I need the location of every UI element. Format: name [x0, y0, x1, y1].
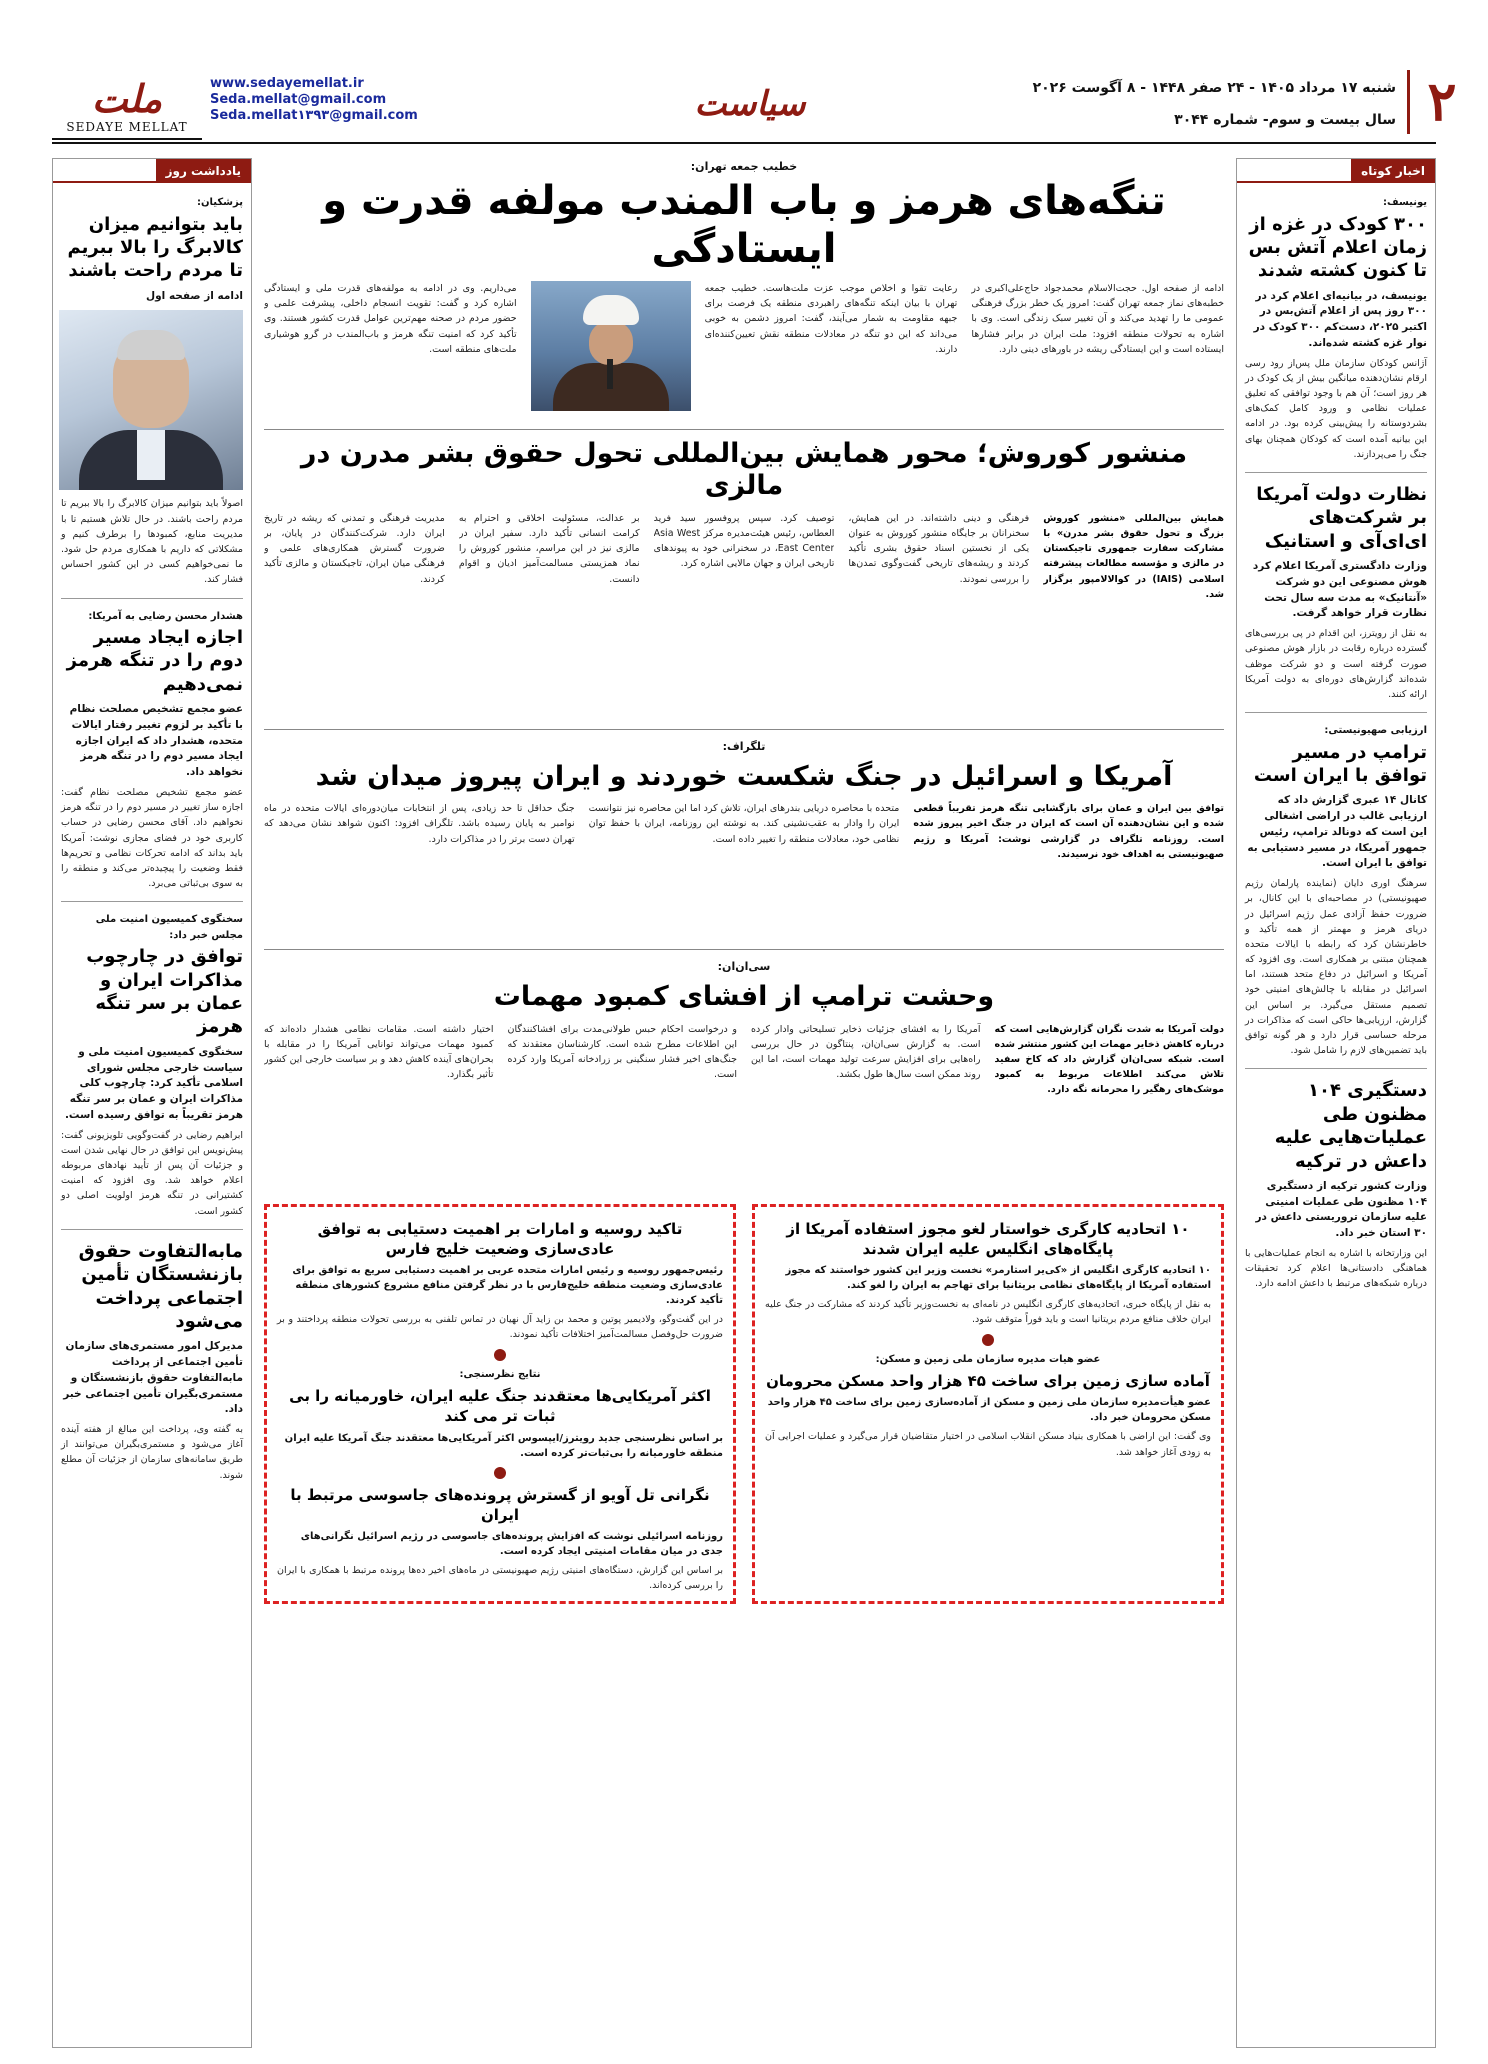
- news-lead: عضو مجمع تشخیص مصلحت نظام با تأکید بر لزوم تغییر رفتار ایالات متحده، هشدار داد که ایران اجازه ایجاد مسیر دوم را در تنگه هرمز نخواهد داد.: [69, 703, 243, 779]
- news-kicker: پزشکیان:: [197, 197, 243, 208]
- box-lead: عضو هیأت‌مدیره سازمان ملی زمین و مسکن از آماده‌سازی زمین برای ساخت ۴۵ هزار واحد مسکن محرومان خبر داد.: [767, 1397, 1211, 1424]
- box-lead: بر اساس نظرسنجی جدید رویترز/ایپسوس اکثر آمریکایی‌ها معتقدند جنگ آمریکا علیه ایران منطقه خاورمیانه را بی‌ثبات‌تر کرده است.: [284, 1432, 723, 1459]
- note-tab: یادداشت روز: [156, 159, 251, 183]
- masthead: [0, 0, 1488, 145]
- news-lead: مدیرکل امور مستمری‌های سازمان تأمین اجتماعی از پرداخت مابه‌التفاوت حقوق بازنشستگان و مستمری‌بگیران تأمین اجتماعی خبر داد.: [63, 1340, 243, 1416]
- news-body: آژانس کودکان سازمان ملل پس‌از رود رسی ارقام نشان‌دهنده میانگین بیش از یک کودک در هر روز است؛ آن هم با وجود توافقی که تعلیق عملیات نظامی و ورود کامل کمک‌های بشردوستانه را پیش‌بینی کرده بود. در ادامه این بیانیه آمده است که کودکان همچنان بهای جنگ را می‌پردازند.: [1245, 357, 1427, 460]
- news-headline[interactable]: توافق در چارچوب مذاکرات ایران و عمان بر سر تنگه هرمز: [86, 946, 243, 1038]
- news-lead: سخنگوی کمیسیون امنیت ملی و سیاست خارجی مجلس شورای اسلامی تأکید کرد: چارچوب کلی مذاکرات ایران و عمان بر سر تنگه هرمز تقریباً به توافق رسیده است.: [64, 1045, 243, 1121]
- newspaper-logo: [52, 70, 202, 140]
- news-body: اصولاً باید بتوانیم میزان کالابرگ را بالا ببریم تا مردم راحت باشند. در حال تلاش هستیم تا با مدیریت منابع، کمبودها را برطرف کنیم و مشکلاتی که داریم با همکاری مردم حل شود. ما نمی‌خواهیم کسی در این کشور احساس فشار کند.: [61, 498, 243, 586]
- box-kicker: نتایج نظرسنجی:: [459, 1368, 541, 1380]
- story-cyrus-charter: [264, 438, 1224, 721]
- lead-kicker: خطیب جمعه تهران:: [690, 160, 798, 173]
- story-col: فرهنگی و دینی داشته‌اند. در این همایش، سخنرانان بر جایگاه منشور کوروش به عنوان یکی از نخستین اسناد حقوق بشری تأکید کردند و ریشه‌های تاریخی گفت‌وگوی تمدن‌ها را بررسی نمودند.: [848, 512, 1030, 585]
- story-col: متحده با محاصره دریایی بندرهای ایران، تلاش کرد اما این محاصره نیز نتوانست ایران را وادار به عقب‌نشینی کند. به نوشته این روزنامه، ایران با حفظ توان نظامی خود، معادلات منطقه را تغییر داده است.: [588, 803, 900, 845]
- news-headline[interactable]: ترامپ در مسیر توافق با ایران است: [1253, 741, 1427, 786]
- date-line: شنبه ۱۷ مرداد ۱۴۰۵ - ۲۴ صفر ۱۴۴۸ - ۸ آگوست ۲۰۲۶: [1032, 80, 1396, 96]
- box-headline[interactable]: ۱۰ اتحادیه کارگری خواستار لغو مجوز استفاده آمریکا از پایگاه‌های انگلیس علیه ایران شدند: [786, 1219, 1190, 1258]
- news-body: عضو مجمع تشخیص مصلحت نظام گفت: اجازه ساز تغییر در مسیر دوم را در تنگه هرمز نخواهیم داد. آقای محسن رضایی در حساب کاربری خود در فضای مجازی نوشت: آمریکا باید بداند که ادامه تحرکات نظامی و تحریم‌ها فقط وضعیت را پیچیده‌تر می‌کند و منطقه را به سوی بی‌ثباتی می‌برد.: [61, 786, 243, 890]
- news-lead: وزارت دادگستری آمریکا اعلام کرد هوش مصنوعی این دو شرکت «آنتانیک» به مدت سه سال تحت نظارت قرار خواهد گرفت.: [1252, 560, 1427, 620]
- news-headline[interactable]: مابه‌التفاوت حقوق بازنشستگان تأمین اجتماعی پرداخت می‌شود: [78, 1240, 243, 1332]
- divider: [264, 949, 1224, 950]
- contacts: [210, 76, 418, 124]
- note-header: [53, 159, 251, 183]
- note-of-day-column: [52, 158, 252, 2048]
- news-item: [1245, 195, 1427, 462]
- boxed-stories: [264, 1204, 1224, 1605]
- news-headline[interactable]: نظارت دولت آمریکا بر شرکت‌های ای‌ای‌آی و استانیک: [1256, 483, 1427, 552]
- story-kicker: سی‌ان‌ان:: [717, 960, 771, 974]
- box-body: به نقل از پایگاه خبری، اتحادیه‌های کارگری انگلیس در نامه‌ای به نخست‌وزیر تأکید کردند که مشارکت در جنگ علیه ایران خلاف منافع مردم بریتانیا است و باید فوراً متوقف شود.: [765, 1299, 1211, 1326]
- divider: [61, 901, 243, 902]
- story-col: و درخواست احکام حبس طولانی‌مدت برای افشاکنندگان این اطلاعات مطرح شده است. کارشناسان معتقدند که جنگ‌های اخیر فشار سنگینی بر زرادخانه آمریکا وارد کرده است.: [507, 1023, 737, 1081]
- logo-subtitle: SEDAYE MELLAT: [66, 120, 188, 134]
- pezeshkian-photo: [59, 310, 243, 490]
- email-link-2[interactable]: Seda.mellat۱۳۹۳@gmail.com: [210, 108, 418, 123]
- news-kicker: یونیسف:: [1383, 197, 1427, 208]
- section-title: سیاست: [694, 84, 806, 124]
- story-kicker: تلگراف:: [722, 739, 766, 753]
- story-col: آمریکا را به افشای جزئیات ذخایر تسلیحاتی وادار کرده است. به گزارش سی‌ان‌ان، پنتاگون در حال بررسی راه‌هایی برای افزایش سرعت تولید مهمات است، اما این روند ممکن است سال‌ها طول بکشد.: [751, 1023, 981, 1081]
- news-lead: کانال ۱۴ عبری گزارش داد که ارزیابی غالب در اراضی اشغالی این است که دونالد ترامپ، رئیس جمهور آمریکا، در مسیر دستیابی به توافق با ایران است.: [1247, 794, 1427, 870]
- box-body: وی گفت: این اراضی با همکاری بنیاد مسکن انقلاب اسلامی در اختیار متقاضیان قرار می‌گیرد و عملیات اجرایی آن به زودی آغاز خواهد شد.: [765, 1431, 1211, 1458]
- news-item: [1245, 1079, 1427, 1291]
- story-headline[interactable]: منشور کوروش؛ محور همایش بین‌المللی تحول حقوق بشر مدرن در مالزی: [300, 438, 1188, 502]
- lead-col-1: ادامه از صفحه اول. حجت‌الاسلام محمدجواد حاج‌علی‌اکبری در خطبه‌های نماز جمعه تهران گفت: امروز یک خطر بزرگ فرهنگی عمومی ما را تهدید می‌کند و آن تغییر سبک زندگی است. وی با اشاره به تحولات منطقه افزود: ملت ایران در برابر فشارها ایستاده است و این ایستادگی ریشه در باورهای دینی دارد.: [971, 283, 1224, 355]
- logo-wordmark: ملت: [91, 76, 163, 121]
- issue-line: سال بیست و سوم- شماره ۳۰۴۴: [1174, 112, 1396, 128]
- news-item: [61, 1240, 243, 1483]
- lead-story: [264, 158, 1224, 421]
- box-kicker: عضو هیات مدیره سازمان ملی زمین و مسکن:: [875, 1353, 1101, 1365]
- masthead-rule: [52, 142, 1436, 144]
- page-number: ۲: [1427, 69, 1457, 133]
- box-body: بر اساس این گزارش، دستگاه‌های امنیتی رژیم صهیونیستی در ماه‌های اخیر ده‌ها پرونده مرتبط با همکاری با ایران را بررسی کرده‌اند.: [277, 1565, 723, 1592]
- news-kicker: سخنگوی کمیسیون امنیت ملی مجلس خبر داد:: [95, 914, 243, 941]
- story-col: توافق بین ایران و عمان برای بازگشایی تنگه هرمز تقریباً قطعی شده و این نشان‌دهنده آن است که ایران در جنگ اخیر پیروز شده است. روزنامه تلگراف در گزارشی نوشت: آمریکا و رژیم صهیونیستی به اهداف خود نرسیدند.: [913, 803, 1224, 860]
- box-headline[interactable]: اکثر آمریکایی‌ها معتقدند جنگ علیه ایران، خاورمیانه را بی ثبات تر می کند: [289, 1387, 711, 1426]
- news-body: به نقل از رویترز، این اقدام در پی بررسی‌های گسترده درباره رقابت در بازار هوش مصنوعی صورت گرفته است و دو شرکت موظف شده‌اند گزارش‌های دوره‌ای به دولت آمریکا ارائه کنند.: [1245, 628, 1427, 700]
- divider: [264, 429, 1224, 430]
- box-headline[interactable]: آماده سازی زمین برای ساخت ۴۵ هزار واحد مسکن محرومان: [766, 1372, 1210, 1391]
- box-lead: روزنامه اسرائیلی نوشت که افزایش پرونده‌های جاسوسی در رژیم اسرائیل نگرانی‌های جدی در میان مقامات امنیتی ایجاد کرده است.: [300, 1531, 723, 1558]
- box-body: در این گفت‌وگو، ولادیمیر پوتین و محمد بن زاید آل نهیان در تماس تلفنی به بررسی تحولات منطقه پرداختند و بر ضرورت حل‌وفصل مسالمت‌آمیز اختلافات تأکید نمودند.: [277, 1314, 723, 1341]
- box-headline[interactable]: تاکید روسیه و امارات بر اهمیت دستیابی به توافق عادی‌سازی وضعیت خلیج فارس: [317, 1219, 683, 1258]
- divider: [61, 598, 243, 599]
- short-news-column: [1236, 158, 1436, 2048]
- story-telegraph: [264, 738, 1224, 941]
- short-news-tab: اخبار کوتاه: [1351, 159, 1435, 183]
- divider: [1245, 472, 1427, 473]
- news-headline[interactable]: اجازه ایجاد مسیر دوم را در تنگه هرمز نمی‌دهیم: [66, 627, 243, 695]
- divider: [61, 1229, 243, 1230]
- main-content: [264, 158, 1224, 1604]
- news-headline[interactable]: ۳۰۰ کودک در غزه از زمان اعلام آتش بس تا کنون کشته شدند: [1248, 213, 1427, 282]
- news-kicker: ارزیابی صهیونیستی:: [1324, 725, 1427, 737]
- friday-prayer-preacher-photo: [531, 281, 691, 411]
- story-headline[interactable]: آمریکا و اسرائیل در جنگ شکست خوردند و ایران پیروز میدان شد: [315, 760, 1173, 792]
- separator-dot-icon: [982, 1334, 994, 1346]
- story-col: اختیار داشته است. مقامات نظامی هشدار داده‌اند که کمبود مهمات می‌تواند توانایی آمریکا را در مقابله با بحران‌های آینده کاهش دهد و بر سیاست خارجی این کشور تأثیر بگذارد.: [264, 1023, 494, 1081]
- divider: [1245, 712, 1427, 713]
- news-headline[interactable]: دستگیری ۱۰۴ مظنون طی عملیات‌هایی علیه داعش در ترکیه: [1274, 1080, 1427, 1172]
- story-col: همایش بین‌المللی «منشور کوروش بزرگ و تحول حقوق بشر مدرن» با مشارکت سفارت جمهوری تاجیکستان در مالزی و مؤسسه مطالعات پیشرفته اسلامی (IAIS) در کوالالامپور برگزار شد.: [1043, 512, 1224, 600]
- news-continuation: ادامه از صفحه اول: [146, 289, 243, 302]
- box-left: [264, 1204, 736, 1605]
- box-headline[interactable]: نگرانی تل آویو از گسترش پرونده‌های جاسوسی مرتبط با ایران: [290, 1485, 710, 1524]
- news-item: [1245, 723, 1427, 1058]
- divider: [1245, 1068, 1427, 1069]
- lead-headline[interactable]: تنگه‌های هرمز و باب المندب مولفه قدرت و ایستادگی: [322, 178, 1166, 273]
- separator-dot-icon: [494, 1467, 506, 1479]
- news-headline[interactable]: باید بتوانیم میزان کالابرگ را بالا ببریم تا مردم راحت باشند: [67, 213, 243, 282]
- news-lead: یونیسف، در بیانیه‌ای اعلام کرد در ۳۰۰ روز پس از اعلام آتش‌بس در اکتبر ۲۰۲۵، دست‌کم ۳۰۰ کودک در نوار غزه کشته شده‌اند.: [1253, 289, 1427, 349]
- news-item: [61, 609, 243, 892]
- news-body: ابراهیم رضایی در گفت‌وگویی تلویزیونی گفت: پیش‌نویس این توافق در حال نهایی شدن است و جزئیات آن پس از تأیید نهادهای مربوطه اعلام خواهد شد. وی افزود که امنیت کشتیرانی در تنگه هرمز اولویت اصلی دو کشور است.: [61, 1129, 243, 1217]
- story-col: جنگ حداقل تا حد زیادی، پس از انتخابات میان‌دوره‌ای ایالات متحده در ماه نوامبر به پایان رسیده باشد. تلگراف افزود: اکنون شواهد نشان می‌دهد که تهران دست برتر را در مذاکرات دارد.: [263, 803, 575, 845]
- box-lead: ۱۰ اتحادیه کارگری انگلیس از «کی‌یر استارمر» نخست وزیر این کشور خواستند که مجوز استفاده آمریکا از پایگاه‌های نظامی بریتانیا برای تهاجم به ایران را لغو کند.: [785, 1265, 1211, 1292]
- box-lead: رئیس‌جمهور روسیه و رئیس امارات متحده عربی بر اهمیت دستیابی سریع به توافق برای عادی‌سازی وضعیت منطقه خلیج‌فارس با در نظر گرفتن منافع مشروع کشورهای منطقه تأکید کردند.: [292, 1265, 723, 1307]
- news-lead: وزارت کشور ترکیه از دستگیری ۱۰۴ مظنون طی عملیات امنیتی علیه سازمان تروریستی داعش در ۳۰ استان خبر داد.: [1255, 1179, 1427, 1240]
- story-col: توصیف کرد. سپس پروفسور سید فرید العطاس، رئیس هیئت‌مدیره مرکز Asia West East Center، در سخنرانی خود به پیوندهای تاریخی ایران و جهان مالایی اشاره کرد.: [653, 512, 835, 570]
- news-item: [1245, 483, 1427, 702]
- news-kicker: هشدار محسن رضایی به آمریکا:: [88, 610, 243, 622]
- short-news-header: [1237, 159, 1435, 183]
- divider: [264, 729, 1224, 730]
- lead-col-3: می‌داریم. وی در ادامه به مولفه‌های قدرت ملی و ایستادگی اشاره کرد و گفت: تقویت انسجام داخلی، پیشرفت علمی و حضور مردم در صحنه مهم‌ترین عوامل قدرت کشور هستند. وی تأکید کرد که امنیت تنگه هرمز و باب‌المندب در گرو هوشیاری ملت‌های منطقه است.: [263, 283, 517, 355]
- story-col: مدیریت فرهنگی و تمدنی که ریشه در تاریخ ایران دارد. شرکت‌کنندگان در پایان، بر ضرورت گسترش همکاری‌های علمی و فرهنگی میان ایران، تاجیکستان و مالزی تأکید کردند.: [264, 512, 445, 585]
- lead-col-2: رعایت تقوا و اخلاص موجب عزت ملت‌هاست. خطیب جمعه تهران با بیان اینکه تنگه‌های راهبردی منطقه یک فرصت برای جبهه مقاومت به شمار می‌آیند، گفت: امروز دشمن به خوبی می‌داند که این دو تنگه در معادلات منطقه نقش تعیین‌کننده‌ای دارند.: [704, 283, 958, 355]
- email-link-1[interactable]: Seda.mellat@gmail.com: [210, 92, 387, 107]
- news-item: [61, 912, 243, 1218]
- separator-dot-icon: [494, 1349, 506, 1361]
- story-headline[interactable]: وحشت ترامپ از افشای کمبود مهمات: [493, 981, 995, 1013]
- website-link[interactable]: www.sedayemellat.ir: [210, 76, 364, 91]
- microphone-icon: [607, 359, 613, 389]
- news-body: سرهنگ اوری دایان (نماینده پارلمان رژیم صهیونیستی) در مصاحبه‌ای با این کانال، بر ضرورت حفظ آزادی عمل رژیم اسرائیل در دریای هرمز و مهمتر از همه تأکید و خاطرنشان کرد که رابطه با ایالات متحده همچنان مبتنی بر همکاری است. وی افزود که آمریکا و اسرائیل در دفاع متحد هستند، اما اسرائیل در مقابله با چالش‌های امنیتی خود تصمیم مستقل می‌گیرد. بر اساس این گزارش، ارزیابی‌ها حاکی است که مذاکرات در مرحله حساسی قرار دارد و هر گونه توافق باید تضمین‌های لازم را شامل شود.: [1245, 878, 1427, 1057]
- news-body: این وزارتخانه با اشاره به انجام عملیات‌هایی با هماهنگی دادستانی‌ها اعلام کرد تحقیقات درباره شبکه‌های مرتبط با داعش ادامه دارد.: [1245, 1247, 1427, 1290]
- news-body: به گفته وی، پرداخت این مبالغ از هفته آینده آغاز می‌شود و مستمری‌بگیران می‌توانند از طریق سامانه‌های سازمان از جزئیات آن مطلع شوند.: [61, 1424, 243, 1481]
- masthead-divider: [1407, 70, 1410, 134]
- news-item: [61, 195, 243, 588]
- story-cnn: [264, 958, 1224, 1191]
- box-right: [752, 1204, 1224, 1605]
- story-col: بر عدالت، مسئولیت اخلاقی و احترام به کرامت انسانی تأکید دارد. سفیر ایران در مالزی نیز در این مراسم، منشور کوروش را نماد همزیستی مسالمت‌آمیز ادیان و اقوام دانست.: [458, 512, 640, 585]
- story-col: دولت آمریکا به شدت نگران گزارش‌هایی است که درباره کاهش ذخایر مهمات این کشور منتشر شده است. شبکه سی‌ان‌ان گزارش داد که کاخ سفید تلاش می‌کند اطلاعات مربوط به کمبود موشک‌های رهگیر را محرمانه نگه دارد.: [994, 1023, 1224, 1096]
